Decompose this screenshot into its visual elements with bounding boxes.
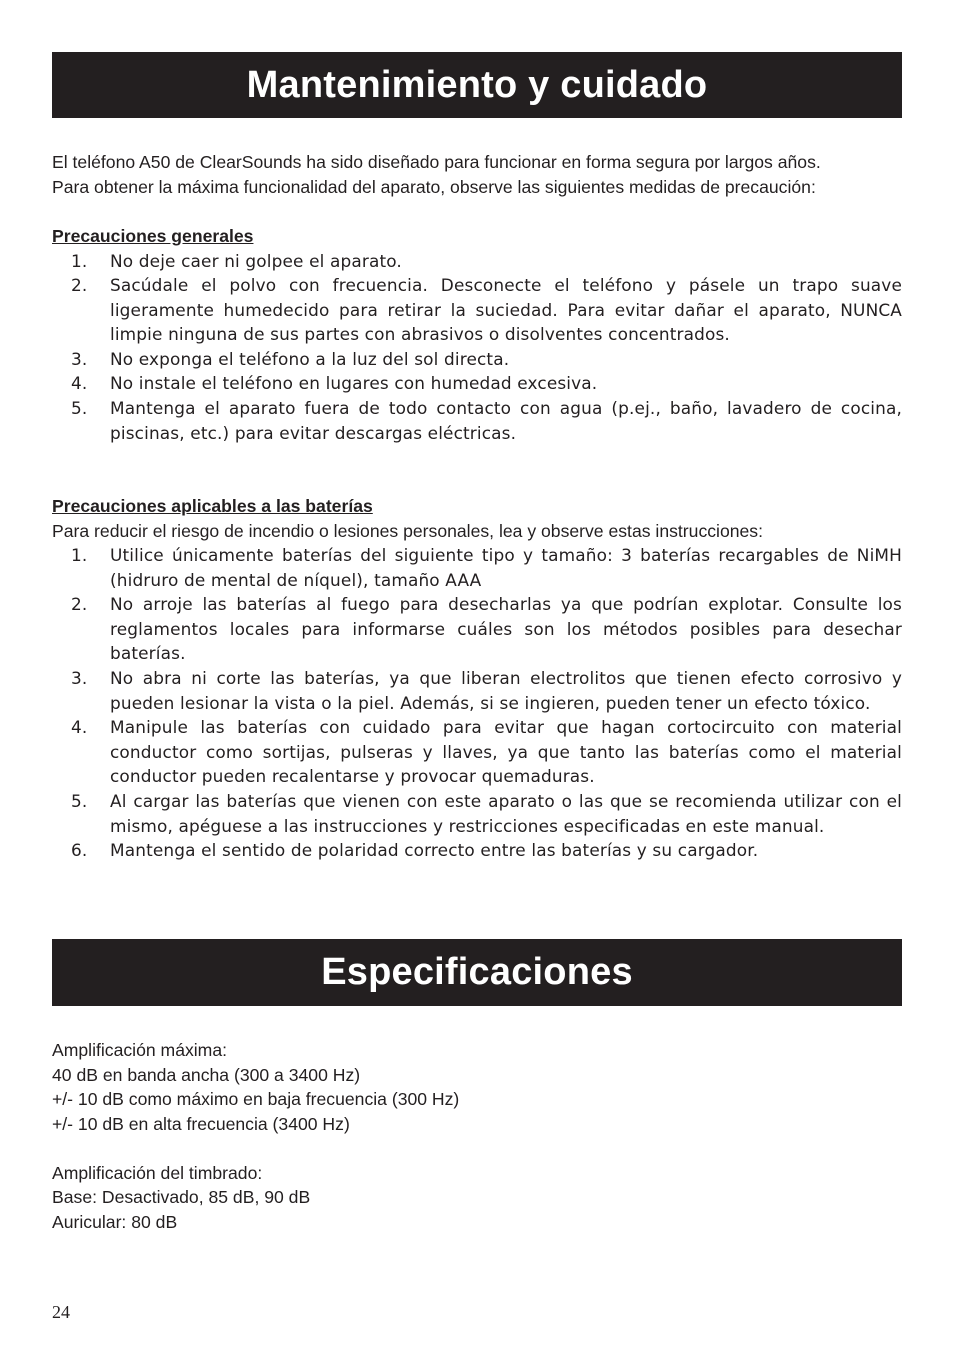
spec-line: +/- 10 dB como máximo en baja frecuencia (300 Hz) bbox=[52, 1089, 460, 1109]
spec-line: Base: Desactivado, 85 dB, 90 dB bbox=[52, 1187, 311, 1207]
intro-line: El teléfono A50 de ClearSounds ha sido diseñado para funcionar en forma segura por largos años. bbox=[52, 152, 821, 172]
list-item: 2. Sacúdale el polvo con frecuencia. Desconecte el teléfono y pásele un trapo suave ligeramente humedecido para retirar la suciedad. Para evitar dañar el aparato, NUNCA limpie ninguna de sus partes con abrasivos o disolventes concentrados. bbox=[71, 275, 902, 345]
list-item: 4. Manipule las baterías con cuidado para evitar que hagan cortocircuito con material conductor como sortijas, pulseras y llaves, ya que tanto las baterías como el material conductor pueden recalentarse y provocar quemaduras. bbox=[71, 717, 902, 787]
list-item: 1. Utilice únicamente baterías del siguiente tipo y tamaño: 3 baterías recargables de NiMH (hidruro de mental de níquel), tamaño AAA bbox=[71, 545, 902, 590]
intro-paragraph bbox=[52, 150, 902, 199]
spec-line: 40 dB en banda ancha (300 a 3400 Hz) bbox=[52, 1064, 361, 1085]
section-title: Mantenimiento y cuidado bbox=[246, 63, 708, 106]
list-item: 6. Mantenga el sentido de polaridad correcto entre las baterías y su cargador. bbox=[71, 840, 759, 861]
section-title: Especificaciones bbox=[321, 951, 633, 993]
battery-precautions-lead: Para reducir el riesgo de incendio o lesiones personales, lea y observe estas instrucciones: bbox=[52, 520, 763, 541]
list-item: 3. No abra ni corte las baterías, ya que liberan electrolitos que tienen efecto corrosivo y pueden lesionar la vista o la piel. Además, si se ingieren, pueden tener un efecto tóxico. bbox=[71, 667, 902, 713]
spec-line: Auricular: 80 dB bbox=[52, 1211, 178, 1232]
list-item: 5. Al cargar las baterías que vienen con este aparato o las que se recomienda utilizar con el mismo, apéguese a las instrucciones y restricciones especificadas en este manual. bbox=[71, 790, 902, 836]
section-banner-maintenance bbox=[52, 52, 902, 118]
spacer bbox=[52, 1136, 902, 1161]
list-item: 4. No instale el teléfono en lugares con humedad excesiva. bbox=[71, 373, 598, 394]
battery-precautions bbox=[52, 494, 902, 863]
battery-precautions-heading: Precauciones aplicables a las baterías bbox=[52, 496, 373, 516]
intro-line: Para obtener la máxima funcionalidad del aparato, observe las siguientes medidas de precaución: bbox=[52, 176, 816, 197]
general-precautions bbox=[52, 224, 902, 445]
page-number: 24 bbox=[52, 1302, 70, 1322]
section-banner-specifications bbox=[52, 939, 902, 1006]
list-item: 5. Mantenga el aparato fuera de todo contacto con agua (p.ej., baño, lavadero de cocina, piscinas, etc.) para evitar descargas eléctricas. bbox=[71, 398, 902, 443]
spec-line: +/- 10 dB en alta frecuencia (3400 Hz) bbox=[52, 1113, 350, 1134]
spec-label-ringer: Amplificación del timbrado: bbox=[52, 1162, 263, 1183]
list-item: 1. No deje caer ni golpee el aparato. bbox=[71, 250, 402, 271]
general-precautions-heading: Precauciones generales bbox=[52, 226, 254, 246]
specifications bbox=[52, 1038, 902, 1234]
list-item: 2. No arroje las baterías al fuego para desecharlas ya que podrían explotar. Consulte los reglamentos locales para informarse cuáles son los métodos posibles para desechar baterías. bbox=[71, 594, 902, 664]
general-precautions-list bbox=[52, 249, 902, 446]
spec-label-amplification: Amplificación máxima: bbox=[52, 1040, 228, 1060]
battery-precautions-list bbox=[52, 543, 902, 863]
list-item: 3. No exponga el teléfono a la luz del sol directa. bbox=[71, 348, 510, 369]
